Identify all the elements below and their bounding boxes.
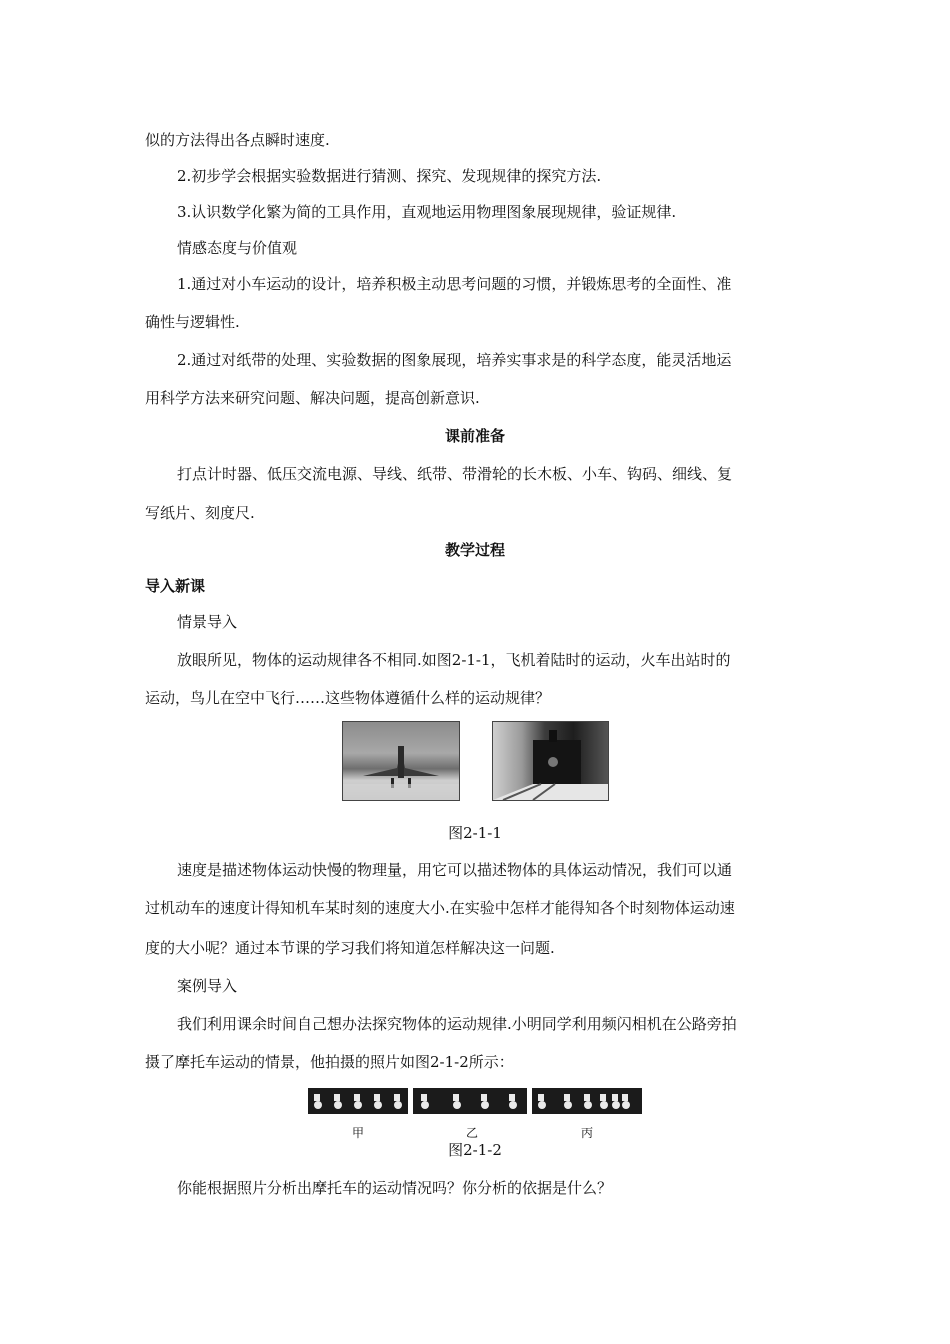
section-subheading: 情感态度与价值观 bbox=[177, 239, 298, 257]
paragraph-line: 似的方法得出各点瞬时速度. bbox=[145, 131, 330, 149]
paragraph-line: 我们利用课余时间自己想办法探究物体的运动规律.小明同学利用频闪相机在公路旁拍 bbox=[177, 1015, 737, 1033]
paragraph-line: 写纸片、刻度尺. bbox=[145, 504, 255, 522]
airplane-icon bbox=[343, 722, 459, 800]
motorcycle-sequence-icon bbox=[413, 1088, 527, 1114]
figure-caption: 图2-1-1 bbox=[448, 824, 502, 842]
paragraph-line: 1.通过对小车运动的设计，培养积极主动思考问题的习惯，并锻炼思考的全面性、准 bbox=[177, 275, 732, 293]
paragraph-line: 确性与逻辑性. bbox=[145, 313, 240, 331]
section-subheading: 情景导入 bbox=[177, 613, 238, 631]
paragraph-line: 速度是描述物体运动快慢的物理量，用它可以描述物体的具体运动情况，我们可以通 bbox=[177, 861, 733, 879]
motorcycle-strip-a bbox=[308, 1088, 408, 1114]
paragraph-line: 用科学方法来研究问题、解决问题，提高创新意识. bbox=[145, 389, 480, 407]
paragraph-line: 放眼所见，物体的运动规律各不相同.如图2-1-1，飞机着陆时的运动，火车出站时的 bbox=[177, 651, 731, 669]
train-icon bbox=[493, 722, 608, 800]
strip-label-c: 丙 bbox=[580, 1126, 593, 1140]
section-subheading: 案例导入 bbox=[177, 977, 238, 995]
airplane-landing-photo bbox=[342, 721, 460, 801]
section-heading: 教学过程 bbox=[444, 541, 505, 559]
section-heading: 课前准备 bbox=[444, 427, 505, 445]
strip-label-b: 乙 bbox=[465, 1126, 478, 1140]
paragraph-line: 3.认识数学化繁为简的工具作用，直观地运用物理图象展现规律，验证规律. bbox=[177, 203, 677, 221]
motorcycle-sequence-icon bbox=[532, 1088, 642, 1114]
paragraph-line: 你能根据照片分析出摩托车的运动情况吗？你分析的依据是什么？ bbox=[177, 1179, 613, 1197]
figure-caption: 图2-1-2 bbox=[448, 1141, 502, 1159]
motorcycle-sequence-icon bbox=[308, 1088, 408, 1114]
paragraph-line: 打点计时器、低压交流电源、导线、纸带、带滑轮的长木板、小车、钩码、细线、复 bbox=[177, 465, 733, 483]
motorcycle-strip-b bbox=[413, 1088, 527, 1114]
paragraph-line: 2.通过对纸带的处理、实验数据的图象展现，培养实事求是的科学态度，能灵活地运 bbox=[177, 351, 732, 369]
paragraph-line: 运动，鸟儿在空中飞行……这些物体遵循什么样的运动规律？ bbox=[145, 689, 551, 707]
strip-label-a: 甲 bbox=[351, 1126, 364, 1140]
paragraph-line: 2.初步学会根据实验数据进行猜测、探究、发现规律的探究方法. bbox=[177, 167, 602, 185]
paragraph-line: 过机动车的速度计得知机车某时刻的速度大小.在实验中怎样才能得知各个时刻物体运动速 bbox=[145, 899, 735, 917]
paragraph-line: 度的大小呢？通过本节课的学习我们将知道怎样解决这一问题. bbox=[145, 939, 555, 957]
paragraph-line: 摄了摩托车运动的情景，他拍摄的照片如图2-1-2所示： bbox=[145, 1053, 514, 1071]
train-departing-photo bbox=[492, 721, 609, 801]
section-heading-left: 导入新课 bbox=[145, 577, 206, 595]
motorcycle-strip-c bbox=[532, 1088, 642, 1114]
